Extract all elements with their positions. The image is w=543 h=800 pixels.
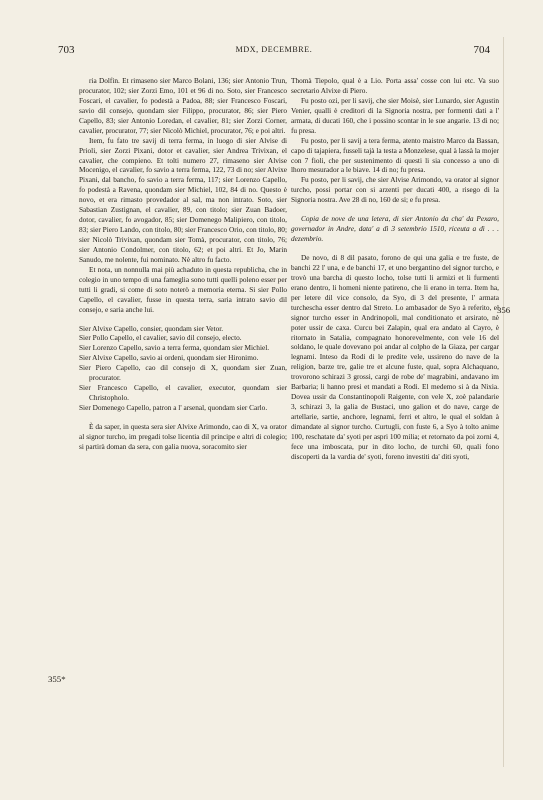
- paragraph: Fu posto, per li savij a tera ferma, atento maistro Marco da Bassan, capo di tajapiera, fusseli tajà la testa a Monzelese, qual à lassà la mojer con 7 fioli, che per sustenimento di questi li sia concesso a uno di lhoro mesurador a le biave. 14 di no; fu presa.: [291, 135, 499, 175]
- spacer: [79, 315, 287, 324]
- page-number-right: 704: [473, 44, 490, 56]
- paragraph: Fu posto ozi, per li savij, che sier Moisè, sier Lunardo, sier Agustin Venier, qualli è creditori di la Signoria nostra, per formenti dati a l' armata, di ducati 160, che i possino scontar in le sue angarie. 13 di no; fu presa.: [291, 95, 499, 135]
- paragraph: Fu posto, per li savij, che sier Alvise Arimondo, va orator al signor turcho, possi portar con si arzenti per ducati 400, a risego di la Signoria nostra. Ave 28 di no, 160 de si; e fu presa.: [291, 175, 499, 205]
- capello-list: [79, 324, 287, 413]
- letter-body: De novo, di 8 dil pasato, forono de qui una galia e tre fuste, de banchi 22 l' una, e de banchi 17, et uno bergantino del signor turcho, e trovò una barcha di questo locho, tolse tutti li armizi et li furmenti erano dentro, li homeni niente patireno, che li erano in terra. Item ha, per letere dil vice consolo, da Syo, di 3 del presente, l' armata turchescha esser dentro dal Streto. Lo ambasador de Syo à referito, el signor turcho esser in Andrinopoli, mal conditionato et arsirato, nè poter ussir de caxa. Curcu bei Zalapin, qual era andato al Cayro, è ritornato in Satalia, compagnato honorevelmente, con vele 16 del soldano, le quale dovevano poi andar al colpho de la Giaza, per cargar legnami. Inteso da Rodi di le predite vele, ussireno do nave de la religion, barze tre, galie tre et alcune fuste, qual, sopra Alchaquano, trovorono schirazi 3 grossi, cargi de robe de' magrabini, andavano im Barbaria; li hanno presi et mandati a Rodi. El medemo si à da Nixia. Dovea ussir da Constantinopoli Raigente, con vele X, zoè palandarie 3, schirazi 3, la galia de Bustaci, uno galion et do nave, carge de artellarie, sartie, anchore, legnami, ferri et altro, le qual el soldan à dimandate al signor turcho. Curtugli, con fuste 6, a Syo à tolto anime 100, reschatate da' syoti per aspri 100 milia; et retornato da poi zorni 4, fece una imboscata, pur in dito locho, de turchi 60, quali fono discoperti da la vardia de' syoti, foreno investiti da' diti syoti,: [291, 253, 499, 461]
- paragraph: Item, fu fato tre savij di terra ferma, in luogo di sier Alvise di Prioli, sier Zorzi Pixani, dotor et cavalier, sier Andrea Trivixan, el cavalier, che compieno. Et tolti numero 27, rimaseno sier Alvise Mocenigo, el cavalier, fo savio a terra ferma, 122, 73 di no; sier Alvixe Pixani, dal bancho, fo savio a terra ferma, 117; sier Lorenzo Capello, fo podestà a Ravena, quondam sier Michiel, 102, 84 di no. Questo è novo, et era rimasto provedador al sal, ma non intrato. Soto, sier Sabastian Zustignan, el cavalier, 89, con titolo; sier Zuan Badoer, dotor, cavalier, fo avogador, 85; sier Domenego Malipiero, con titolo, 83; sier Piero Lando, con titolo, 80; sier Francesco Orio, con titolo, 80; sier Nicolò Trivixan, quondam sier Tomà, procurator, con titolo, 76; sier Antonio Condolmer, con titolo, 62; et poi altri. Et Jo, Marin Sanudo, me nolente, fui nominato. Nè altro fu facto.: [79, 135, 287, 264]
- letter-heading: Copia de nove de una letera, di sier Antonio da cha' da Pexaro, governador in Andre, data' a dì 3 setembrio 1510, riceuta a dì . . . dezembrio.: [291, 214, 499, 244]
- paragraph: ria Dolfin. Et rimaseno sier Marco Bolani, 136; sier Antonio Trun, procurator, 102; sier Zorzi Emo, 101 et 96 di no. Soto, sier Francesco Foscari, el cavalier, fo podestà a Padoa, 88; sier Francesco Foscari, savio dil consejo, quondam sier Filippo, procurator, 86; sier Piero Capello, 83; sier Antonio Loredan, el cavalier, 81; sier Zorzi Corner, cavalier, procurator, 77; sier Nicolò Michiel, procurator, 76; e poi altri.: [79, 76, 287, 135]
- list-item: Sier Piero Capello, cao dil consejo di X, quondam sier Zuan, procurator.: [79, 363, 287, 383]
- paragraph: Thomà Tiepolo, qual è a Lio. Porta assa' cosse con lui etc. Va suo secretario Alvixe di Piero.: [291, 76, 499, 95]
- running-head: MDX, DECEMBRE.: [235, 45, 313, 54]
- spacer: [79, 413, 287, 422]
- page-header: [58, 44, 490, 58]
- margin-folio-left: 355*: [48, 674, 66, 684]
- paragraph: È da saper, in questa sera sier Alvixe Arimondo, cao di X, va orator al signor turcho, im pregadi tolse licentia dil principe e altri di colegio; si partirà doman da sera, con galia nuova, soracomito sier: [79, 421, 287, 451]
- margin-folio-right: 356: [497, 305, 511, 315]
- paragraph: Et nota, un nonnulla mai più achaduto in questa republicha, che in colegio in uno tempo di una fameglia sono tutti quelli poleno esser per tutti li gradi, si come di soto noterò a memoria eterna. Si sier Pollo Capello, el cavalier, fusse in questa terra, saria intrato savio dil consejo, e saria anche lui.: [79, 264, 287, 314]
- list-item: Sier Pollo Capello, el cavalier, savio dil consejo, electo.: [79, 333, 242, 343]
- spacer: [291, 205, 499, 214]
- right-column: [291, 76, 499, 462]
- list-item: Sier Lorenzo Capello, savio a terra ferma, quondam sier Michiel.: [79, 343, 270, 353]
- list-item: Sier Domenego Capello, patron a l' arsenal, quondam sier Carlo.: [79, 403, 268, 412]
- list-item: Sier Alvixe Capello, savio ai ordeni, quondam sier Hironimo.: [79, 353, 259, 363]
- list-item: Sier Francesco Capello, el cavalier, executor, quondam sier Christopholo.: [79, 383, 287, 403]
- page-number-left: 703: [58, 44, 75, 56]
- left-column: [79, 76, 287, 452]
- list-item: Sier Alvixe Capello, consier, quondam sier Vetor.: [79, 323, 224, 333]
- page-edge-shadow: [503, 37, 504, 767]
- spacer: [291, 244, 499, 253]
